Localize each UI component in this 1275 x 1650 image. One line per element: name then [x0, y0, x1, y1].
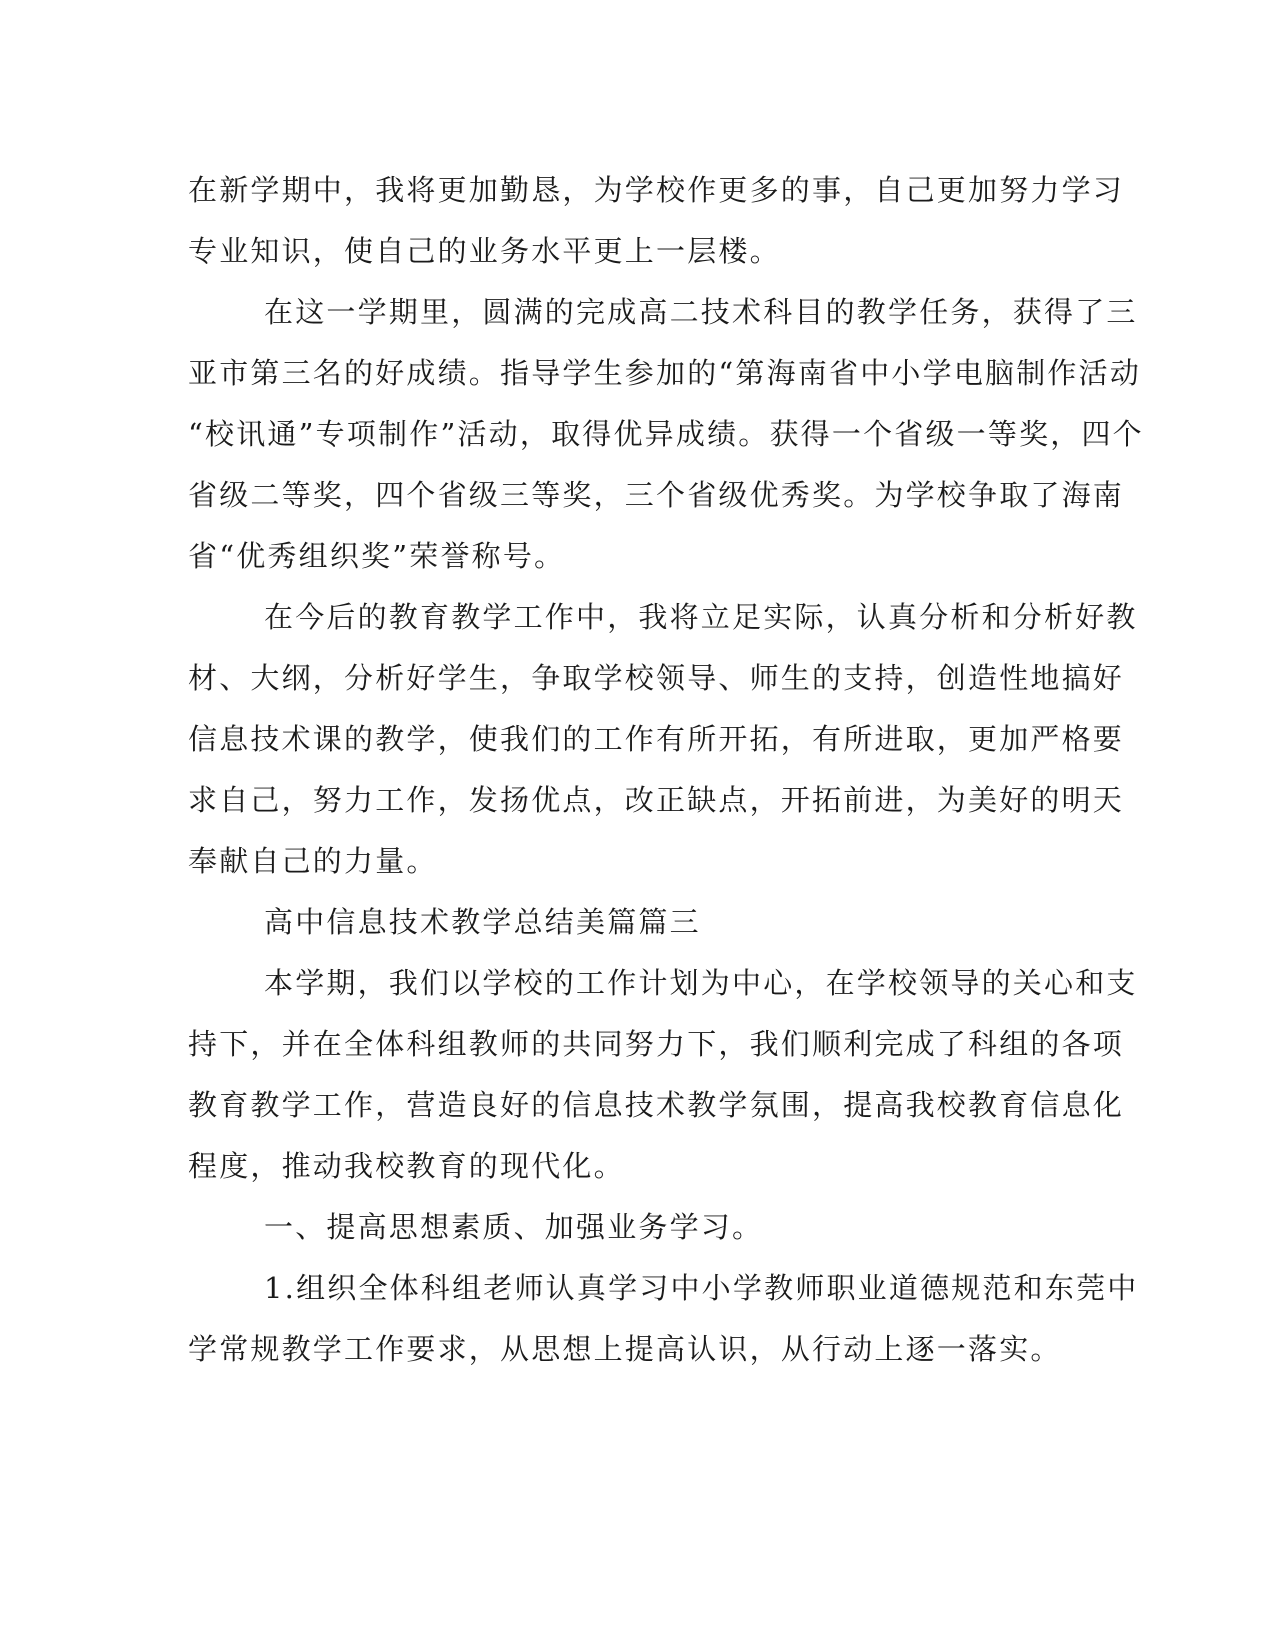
paragraph-line: 程度，推动我校教育的现代化。	[188, 1149, 625, 1183]
paragraph-line: “校讯通”专项制作”活动，取得优异成绩。获得一个省级一等奖，四个	[188, 417, 1144, 451]
paragraph-line: 材、大纲，分析好学生，争取学校领导、师生的支持，创造性地搞好	[188, 661, 1125, 695]
paragraph-line: 专业知识，使自己的业务水平更上一层楼。	[188, 234, 781, 268]
paragraph-5	[188, 953, 1138, 1197]
paragraph-1	[188, 160, 1125, 282]
paragraph-line: 奉献自己的力量。	[188, 844, 438, 878]
subsection-heading	[188, 1197, 1068, 1258]
paragraph-line: 在新学期中，我将更加勤恳，为学校作更多的事，自己更加努力学习	[188, 173, 1125, 207]
paragraph-line: 在今后的教育教学工作中，我将立足实际，认真分析和分析好教	[264, 600, 1138, 634]
paragraph-line: 信息技术课的教学，使我们的工作有所开拓，有所进取，更加严格要	[188, 722, 1125, 756]
section-heading	[188, 892, 1068, 953]
paragraph-2	[188, 282, 1144, 587]
paragraph-line: 省“优秀组织奖”荣誉称号。	[188, 539, 566, 573]
paragraph-line: 1.组织全体科组老师认真学习中小学教师职业道德规范和东莞中	[264, 1271, 1139, 1305]
paragraph-line: 本学期，我们以学校的工作计划为中心，在学校领导的关心和支	[264, 966, 1138, 1000]
paragraph-line: 省级二等奖，四个省级三等奖，三个省级优秀奖。为学校争取了海南	[188, 478, 1125, 512]
subsection-heading-text: 一、提高思想素质、加强业务学习。	[264, 1210, 764, 1244]
paragraph-7	[188, 1258, 1139, 1380]
paragraph-line: 持下，并在全体科组教师的共同努力下，我们顺利完成了科组的各项	[188, 1027, 1125, 1061]
paragraph-line: 教育教学工作，营造良好的信息技术教学氛围，提高我校教育信息化	[188, 1088, 1125, 1122]
paragraph-line: 亚市第三名的好成绩。指导学生参加的“第海南省中小学电脑制作活动	[188, 356, 1142, 390]
paragraph-3	[188, 587, 1138, 892]
section-heading-text: 高中信息技术教学总结美篇篇三	[264, 905, 701, 939]
paragraph-line: 在这一学期里，圆满的完成高二技术科目的教学任务，获得了三	[264, 295, 1138, 329]
document-body	[188, 160, 1144, 1380]
paragraph-line: 学常规教学工作要求，从思想上提高认识，从行动上逐一落实。	[188, 1332, 1062, 1366]
paragraph-line: 求自己，努力工作，发扬优点，改正缺点，开拓前进，为美好的明天	[188, 783, 1125, 817]
